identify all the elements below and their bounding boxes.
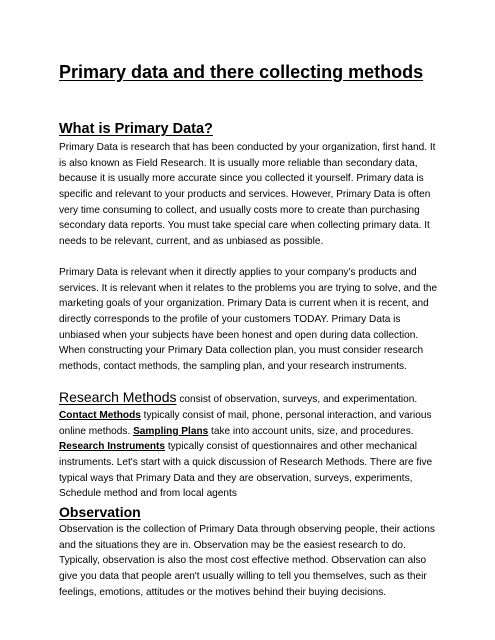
what-is-primary-data-heading: What is Primary Data?	[59, 121, 213, 137]
research-methods-heading: Research Methods	[59, 389, 177, 406]
document-body	[59, 118, 439, 600]
research-methods-paragraph	[59, 390, 439, 502]
research-methods-text-4: typically consist of questionnaires and other mechanical instruments. Let's start with a quick discussion of Research Methods. There are five typical ways that Primary Data and they are observation, surveys, experiments, Schedule method and from local agents	[59, 441, 433, 500]
research-methods-text-3: take into account units, size, and procedures.	[208, 425, 414, 437]
paragraph-spacer	[59, 250, 439, 266]
research-methods-text-2: typically consist of mail, phone, personal interaction, and various online methods.	[59, 409, 432, 437]
research-instruments-label: Research Instruments	[59, 441, 166, 453]
observation-paragraph: Observation is the collection of Primary Data through observing people, their actions and the situations they are in. Observation may be the easiest research to do. Typically, observation is also the most cost effective method. Observation can also give you data that people aren't usually willing to tell you themselves, such as their feelings, emotions, attitudes or the motives behind their buying decisions.	[59, 524, 435, 598]
paragraph-spacer	[59, 375, 439, 391]
observation-heading: Observation	[59, 504, 141, 521]
what-is-paragraph-1: Primary Data is research that has been conducted by your organization, first hand. It is also known as Field Research. It is usually more reliable than secondary data, because it is usually more accurate since you collected it yourself. Primary data is specific and relevant to your products and services. However, Primary Data is often very time consuming to collect, and usually costs more to create than purchasing secondary data reports. You must take special care when collecting primary data. It needs to be relevant, current, and as unbiased as possible.	[59, 142, 436, 247]
document-title: Primary data and there collecting methods	[59, 62, 424, 82]
contact-methods-label: Contact Methods	[59, 409, 141, 421]
what-is-paragraph-2: Primary Data is relevant when it directly applies to your company's products and services. It is relevant when it relates to the problems you are trying to solve, and the marketing goals of your organization. Primary Data is current when it is recent, and directly corresponds to the profile of your customers TODAY. Primary Data is unbiased when your subjects have been honest and open during data collection. When constructing your Primary Data collection plan, you must consider research methods, contact methods, the sampling plan, and your research instruments.	[59, 267, 438, 373]
research-methods-text-1: consist of observation, surveys, and experimentation.	[176, 394, 418, 406]
sampling-plans-label: Sampling Plans	[133, 425, 209, 437]
